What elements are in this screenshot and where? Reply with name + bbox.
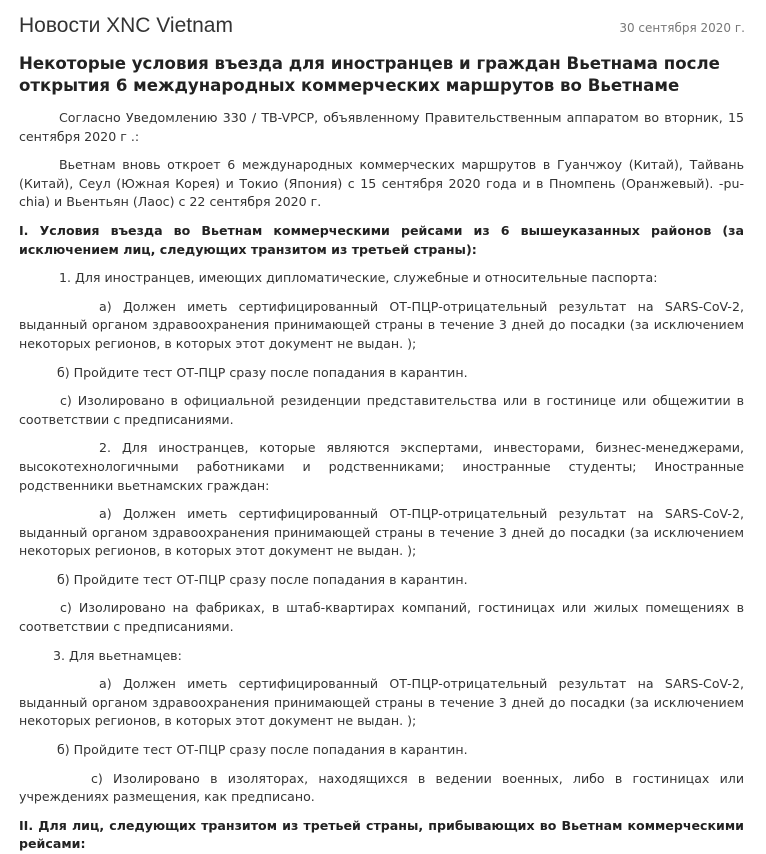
group-3-item-a: а) Должен иметь сертифицированный ОТ-ПЦР-отрицательный результат на SARS-CoV-2, выданный органом здравоохранения принимающей страны в течение 3 дней до посадки (за исключением некоторых регионов, в которых этот документ не выдан. ); xyxy=(19,676,744,729)
group-3-heading: 3. Для вьетнамцев: xyxy=(53,647,182,663)
group-2-item-a: а) Должен иметь сертифицированный ОТ-ПЦР-отрицательный результат на SARS-CoV-2, выданный органом здравоохранения принимающей страны в течение 3 дней до посадки (за исключением некоторых регионов, в которых этот документ не выдан. ); xyxy=(19,506,744,559)
site-title[interactable]: Новости XNC Vietnam xyxy=(19,14,233,37)
group-2-heading: 2. Для иностранцев, которые являются экспертами, инвесторами, бизнес-менеджерами, высокотехнологичными работниками и родственниками; иностранные студенты; Иностранные родственники вьетнамских граждан: xyxy=(19,440,744,493)
article-body xyxy=(19,109,744,854)
group-1-item-b: б) Пройдите тест ОТ-ПЦР сразу после попадания в карантин. xyxy=(57,364,468,380)
group-2-item-c: c) Изолировано на фабриках, в штаб-квартирах компаний, гостиницах или жилых помещениях в соответствии с предписаниями. xyxy=(19,600,744,635)
routes-paragraph: Вьетнам вновь откроет 6 международных коммерческих маршрутов в Гуанчжоу (Китай), Тайвань (Китай), Сеул (Южная Корея) и Токио (Япония) с 15 сентября 2020 года и в Пномпень (Оранжевый). -pu-chia) и Вьентьян (Лаос) с 22 сентября 2020 г. xyxy=(19,157,744,210)
page-header xyxy=(19,0,744,40)
group-1-heading: 1. Для иностранцев, имеющих дипломатические, служебные и относительные паспорта: xyxy=(59,270,658,286)
group-1-item-a: а) Должен иметь сертифицированный ОТ-ПЦР-отрицательный результат на SARS-CoV-2, выданный органом здравоохранения принимающей страны в течение 3 дней до посадки (за исключением некоторых регионов, в которых этот документ не выдан. ); xyxy=(19,298,744,351)
publish-date: 30 сентября 2020 г. xyxy=(619,21,745,35)
group-3-item-c: c) Изолировано в изоляторах, находящихся в ведении военных, либо в гостиницах или учреждениях размещения, как предписано. xyxy=(19,770,744,805)
intro-paragraph: Согласно Уведомлению 330 / TB-VPCP, объявленному Правительственным аппаратом во вторник, 15 сентября 2020 г .: xyxy=(19,110,744,144)
section-2-heading: II. Для лиц, следующих транзитом из третьей страны, прибывающих во Вьетнам коммерческими рейсами: xyxy=(19,817,744,852)
section-1-heading: I. Условия въезда во Вьетнам коммерческими рейсами из 6 вышеуказанных районов (за исключением лиц, следующих транзитом из третьей страны): xyxy=(19,222,744,257)
article-title: Некоторые условия въезда для иностранцев и граждан Вьетнама после открытия 6 международных коммерческих маршрутов во Вьетнаме xyxy=(19,54,720,95)
group-3-item-b: б) Пройдите тест ОТ-ПЦР сразу после попадания в карантин. xyxy=(57,742,468,758)
group-2-item-b: б) Пройдите тест ОТ-ПЦР сразу после попадания в карантин. xyxy=(57,571,468,587)
group-1-item-c: c) Изолировано в официальной резиденции представительства или в гостинице или общежитии в соответствии с предписаниями. xyxy=(19,393,744,427)
